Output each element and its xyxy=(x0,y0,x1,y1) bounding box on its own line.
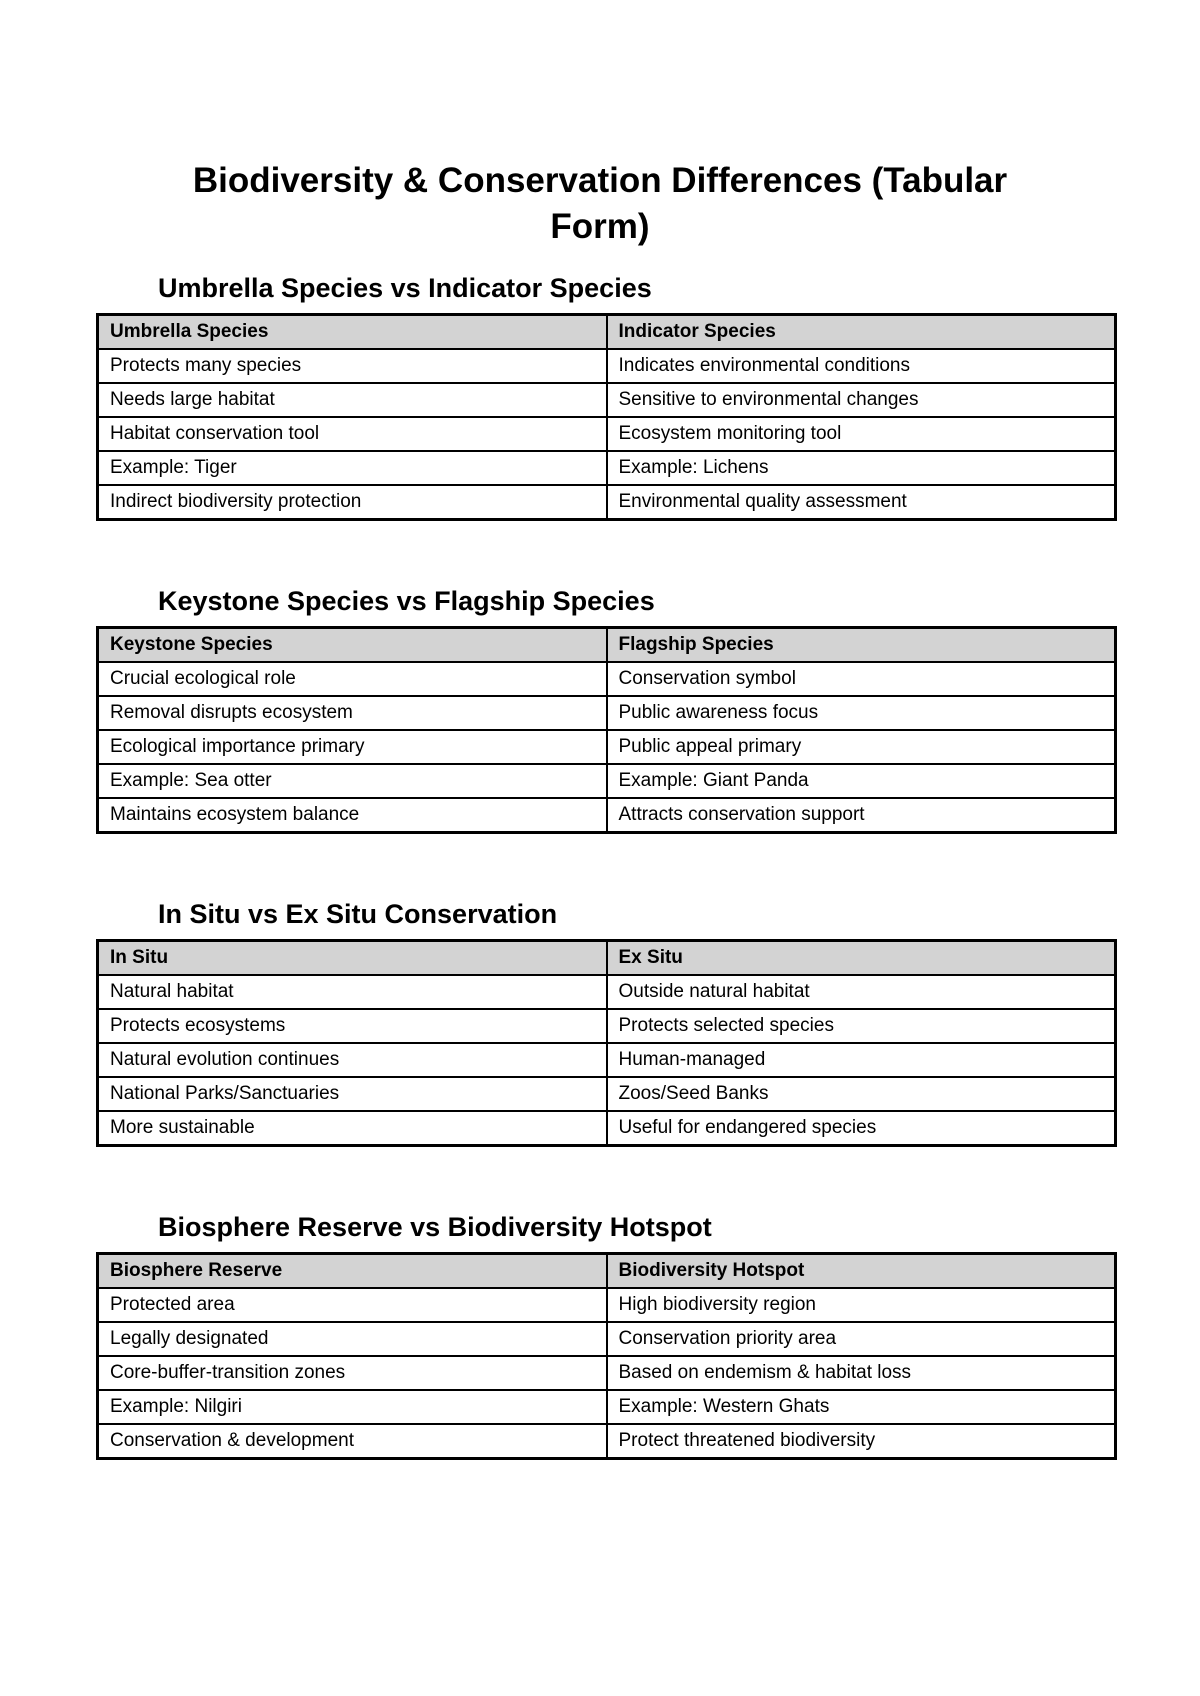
table-row xyxy=(98,485,1116,520)
column-header: Ex Situ xyxy=(607,941,1116,976)
table-cell: Zoos/Seed Banks xyxy=(607,1077,1116,1111)
comparison-table xyxy=(96,626,1117,834)
table-row xyxy=(98,1424,1116,1459)
table-cell: Ecosystem monitoring tool xyxy=(607,417,1116,451)
column-header: Flagship Species xyxy=(607,628,1116,663)
table-cell: Maintains ecosystem balance xyxy=(98,798,607,833)
section-heading: In Situ vs Ex Situ Conservation xyxy=(158,899,558,929)
table-cell: Protects ecosystems xyxy=(98,1009,607,1043)
table-row xyxy=(98,798,1116,833)
table-row xyxy=(98,1390,1116,1424)
table-cell: Ecological importance primary xyxy=(98,730,607,764)
table-cell: Useful for endangered species xyxy=(607,1111,1116,1146)
table-row xyxy=(98,1356,1116,1390)
table-header-row xyxy=(98,941,1116,976)
section-heading: Keystone Species vs Flagship Species xyxy=(158,586,655,616)
table-row xyxy=(98,1009,1116,1043)
table-cell: Protected area xyxy=(98,1288,607,1322)
table-cell: Public awareness focus xyxy=(607,696,1116,730)
column-header: In Situ xyxy=(98,941,607,976)
table-row xyxy=(98,383,1116,417)
table-cell: Example: Lichens xyxy=(607,451,1116,485)
table-row xyxy=(98,451,1116,485)
table-row xyxy=(98,349,1116,383)
table-cell: Conservation priority area xyxy=(607,1322,1116,1356)
table-cell: Removal disrupts ecosystem xyxy=(98,696,607,730)
table-cell: Indicates environmental conditions xyxy=(607,349,1116,383)
table-row xyxy=(98,730,1116,764)
table-cell: Conservation symbol xyxy=(607,662,1116,696)
table-cell: Natural habitat xyxy=(98,975,607,1009)
table-cell: Legally designated xyxy=(98,1322,607,1356)
section-heading: Umbrella Species vs Indicator Species xyxy=(158,273,652,303)
table-header-row xyxy=(98,1254,1116,1289)
table-row xyxy=(98,696,1116,730)
table-cell: Protect threatened biodiversity xyxy=(607,1424,1116,1459)
table-cell: Example: Western Ghats xyxy=(607,1390,1116,1424)
table-cell: Example: Tiger xyxy=(98,451,607,485)
table-row xyxy=(98,975,1116,1009)
table-cell: Environmental quality assessment xyxy=(607,485,1116,520)
column-header: Biodiversity Hotspot xyxy=(607,1254,1116,1289)
table-cell: Human-managed xyxy=(607,1043,1116,1077)
table-cell: Crucial ecological role xyxy=(98,662,607,696)
table-row xyxy=(98,662,1116,696)
column-header: Indicator Species xyxy=(607,315,1116,350)
table-row xyxy=(98,1322,1116,1356)
table-cell: Attracts conservation support xyxy=(607,798,1116,833)
table-cell: Outside natural habitat xyxy=(607,975,1116,1009)
section-heading: Biosphere Reserve vs Biodiversity Hotspot xyxy=(158,1212,712,1242)
table-cell: Conservation & development xyxy=(98,1424,607,1459)
table-row xyxy=(98,1043,1116,1077)
table-cell: Example: Nilgiri xyxy=(98,1390,607,1424)
table-header-row xyxy=(98,628,1116,663)
table-cell: More sustainable xyxy=(98,1111,607,1146)
table-cell: National Parks/Sanctuaries xyxy=(98,1077,607,1111)
table-row xyxy=(98,764,1116,798)
table-cell: Protects selected species xyxy=(607,1009,1116,1043)
table-cell: Natural evolution continues xyxy=(98,1043,607,1077)
table-cell: Based on endemism & habitat loss xyxy=(607,1356,1116,1390)
table-cell: Example: Giant Panda xyxy=(607,764,1116,798)
table-cell: Habitat conservation tool xyxy=(98,417,607,451)
table-cell: Core-buffer-transition zones xyxy=(98,1356,607,1390)
document-title: Biodiversity & Conservation Differences (Tabular Form) xyxy=(192,161,1008,246)
table-header-row xyxy=(98,315,1116,350)
table-row xyxy=(98,1111,1116,1146)
column-header: Keystone Species xyxy=(98,628,607,663)
table-cell: Sensitive to environmental changes xyxy=(607,383,1116,417)
table-cell: Indirect biodiversity protection xyxy=(98,485,607,520)
table-row xyxy=(98,1077,1116,1111)
table-cell: Needs large habitat xyxy=(98,383,607,417)
comparison-table xyxy=(96,313,1117,521)
column-header: Biosphere Reserve xyxy=(98,1254,607,1289)
column-header: Umbrella Species xyxy=(98,315,607,350)
section-umbrella-vs-indicator xyxy=(96,273,1114,521)
section-keystone-vs-flagship xyxy=(96,586,1114,834)
table-row xyxy=(98,417,1116,451)
comparison-table xyxy=(96,1252,1117,1460)
table-cell: High biodiversity region xyxy=(607,1288,1116,1322)
section-biosphere-vs-hotspot xyxy=(96,1212,1114,1460)
table-cell: Example: Sea otter xyxy=(98,764,607,798)
section-in-situ-vs-ex-situ xyxy=(96,899,1114,1147)
table-row xyxy=(98,1288,1116,1322)
table-cell: Public appeal primary xyxy=(607,730,1116,764)
table-cell: Protects many species xyxy=(98,349,607,383)
comparison-table xyxy=(96,939,1117,1147)
